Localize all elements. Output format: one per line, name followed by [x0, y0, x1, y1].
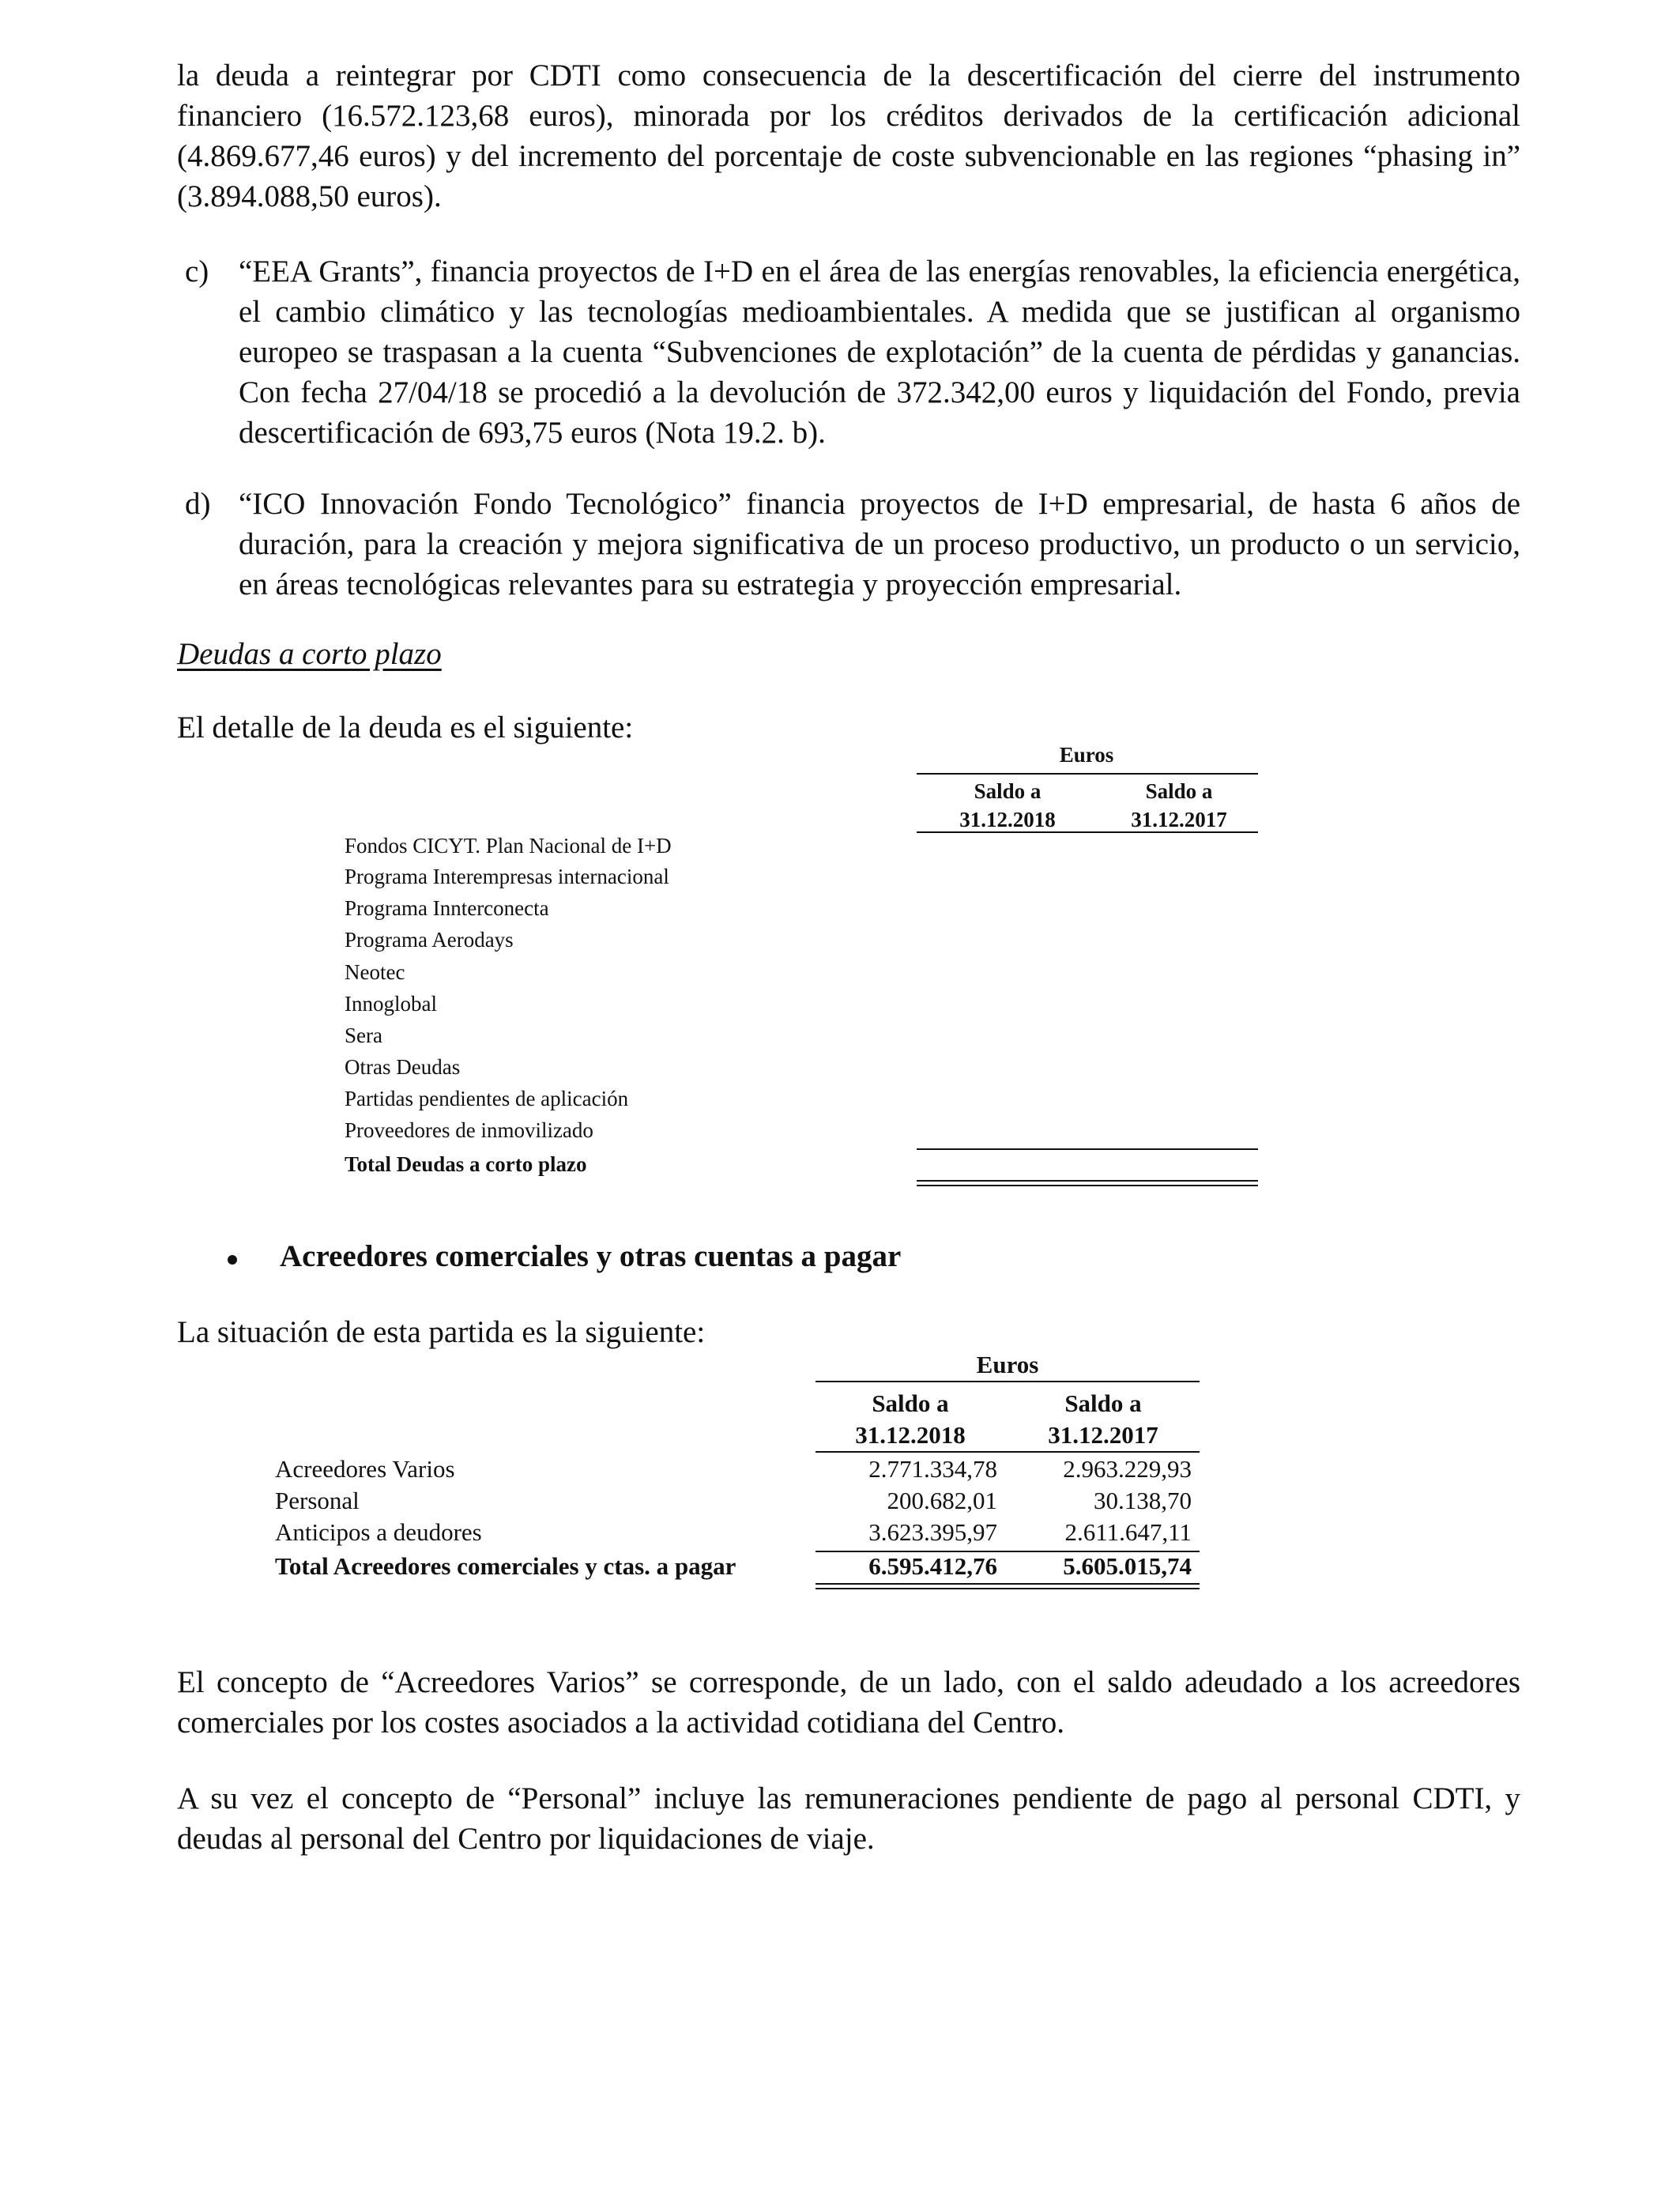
list-marker: d): [185, 487, 211, 521]
column-header-line: Saldo a: [872, 1389, 949, 1417]
value-2017: 30.138,70: [1094, 1487, 1192, 1514]
column-header-2018: [816, 1388, 1005, 1451]
value-2018: 200.682,01: [887, 1487, 997, 1514]
section-heading-short-term-debts: Deudas a corto plazo: [177, 637, 442, 671]
row-label: Neotec: [345, 960, 405, 984]
row-label: Sera: [345, 1023, 382, 1047]
closing-paragraph-1: El concepto de “Acreedores Varios” se corresponde, de un lado, con el saldo adeudado a los acreedores comerciales por los costes asociados a la actividad cotidiana del Centro.: [177, 1665, 1520, 1740]
row-label: Fondos CICYT. Plan Nacional de I+D: [345, 834, 672, 858]
total-2018: 6.595.412,76: [868, 1552, 997, 1580]
header-rule: [816, 1381, 1200, 1382]
row-label: Personal: [275, 1487, 360, 1514]
row-label: Proveedores de inmovilizado: [345, 1118, 593, 1142]
column-header-line: 31.12.2018: [855, 1421, 966, 1449]
column-header-2017: [1100, 777, 1258, 834]
double-rule-top: [816, 1583, 1200, 1585]
column-header-line: 31.12.2018: [959, 808, 1056, 831]
column-header-line: 31.12.2017: [1131, 808, 1227, 831]
table-group-header: Euros: [1059, 743, 1114, 767]
value-2018: 3.623.395,97: [868, 1518, 997, 1546]
row-label: Anticipos a deudores: [275, 1518, 482, 1546]
bullet-icon: [228, 1255, 237, 1265]
column-header-2018: [917, 777, 1098, 834]
value-2017: 2.611.647,11: [1064, 1518, 1192, 1546]
double-rule-top: [917, 1180, 1258, 1182]
intro-paragraph: la deuda a reintegrar por CDTI como consecuencia de la descertificación del cierre del instrumento financiero (16.572.123,68 euros), minorada por los créditos derivados de la certificación adicional (4.869.677,46 euros) y del incremento del porcentaje de coste subvencionable en las regiones “phasing in” (3.894.088,50 euros).: [177, 58, 1520, 213]
section-heading-creditors: Acreedores comerciales y otras cuentas a pagar: [280, 1239, 902, 1273]
total-label: Total Acreedores comerciales y ctas. a pagar: [275, 1552, 736, 1580]
row-label: Innoglobal: [345, 992, 437, 1016]
row-label: Partidas pendientes de aplicación: [345, 1087, 629, 1110]
row-label: Programa Aerodays: [345, 928, 514, 952]
subtotal-rule: [917, 1148, 1258, 1150]
list-item-text: “EEA Grants”, financia proyectos de I+D en el área de las energías renovables, la eficiencia energética, el cambio climático y las tecnologías medioambientales. A medida que se justifican al organismo europeo se traspasan a la cuenta “Subvenciones de explotación” de la cuenta de pérdidas y ganancias. Con fecha 27/04/18 se procedió a la devolución de 372.342,00 euros y liquidación del Fondo, previa descertificación de 693,75 euros (Nota 19.2. b).: [239, 254, 1520, 450]
column-header-rule: [816, 1451, 1200, 1453]
row-label: Programa Innterconecta: [345, 896, 549, 920]
double-rule-bottom: [816, 1588, 1200, 1589]
double-rule-bottom: [917, 1185, 1258, 1186]
list-item-text: “ICO Innovación Fondo Tecnológico” financia proyectos de I+D empresarial, de hasta 6 años de duración, para la creación y mejora significativa de un proceso productivo, un producto o un servicio, en áreas tecnológicas relevantes para su estrategia y proyección empresarial.: [239, 487, 1520, 601]
table-group-header: Euros: [976, 1351, 1039, 1378]
closing-paragraph-2: A su vez el concepto de “Personal” incluye las remuneraciones pendiente de pago al personal CDTI, y deudas al personal del Centro por liquidaciones de viaje.: [177, 1781, 1520, 1856]
short-term-intro: El detalle de la deuda es el siguiente:: [177, 711, 634, 745]
row-label: Programa Interempresas internacional: [345, 865, 669, 888]
value-2017: 2.963.229,93: [1063, 1455, 1192, 1483]
row-label: Acreedores Varios: [275, 1455, 455, 1483]
value-2018: 2.771.334,78: [868, 1455, 997, 1483]
column-header-line: Saldo a: [1064, 1389, 1142, 1417]
row-label: Otras Deudas: [345, 1055, 461, 1079]
creditors-intro: La situación de esta partida es la siguiente:: [177, 1315, 706, 1349]
list-marker: c): [185, 254, 209, 288]
total-label: Total Deudas a corto plazo: [345, 1152, 587, 1176]
column-header-line: Saldo a: [974, 779, 1042, 803]
column-header-line: 31.12.2017: [1048, 1421, 1158, 1449]
column-header-rule: [917, 831, 1258, 833]
header-rule: [917, 773, 1258, 775]
total-2017: 5.605.015,74: [1063, 1552, 1192, 1580]
column-header-line: Saldo a: [1145, 779, 1213, 803]
column-header-2017: [1008, 1388, 1198, 1451]
